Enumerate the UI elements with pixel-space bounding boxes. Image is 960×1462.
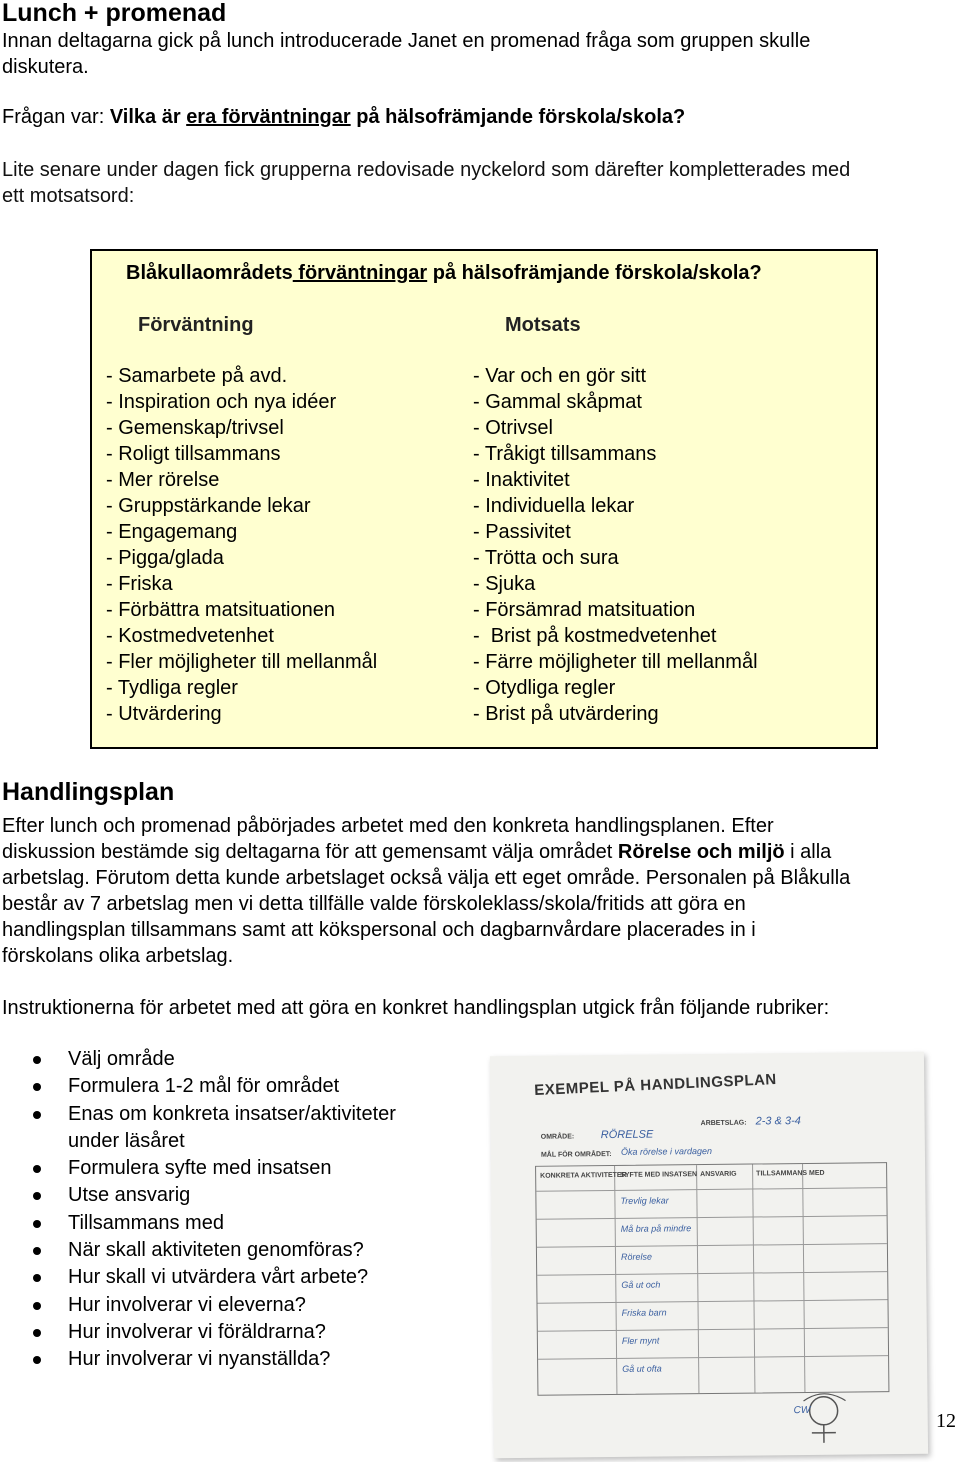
opposite-item: - Individuella lekar	[473, 495, 635, 517]
sheet-omrade-value: RÖRELSE	[600, 1128, 654, 1142]
instructions-paragraph: Instruktionerna för arbetet med att göra en konkret handlingsplan utgick från följande rubriker:	[2, 997, 830, 1019]
box-title-part2: på hälsofrämjande förskola/skola?	[427, 262, 762, 284]
question-underlined: era förväntningar	[186, 106, 351, 128]
expectation-item: - Roligt tillsammans	[106, 443, 281, 465]
example-plan-image	[490, 1052, 928, 1459]
later-line-1: Lite senare under dagen fick grupperna redovisade nyckelord som därefter kompletterades med	[2, 159, 851, 181]
column-header-expectation: Förväntning	[138, 314, 254, 336]
opposite-item: - Trötta och sura	[473, 547, 619, 569]
plan-paragraph-line-2a: diskussion bestämde sig deltagarna för att gemensamt välja området	[2, 841, 618, 863]
opposite-item: - Färre möjligheter till mellanmål	[473, 651, 758, 673]
doodle-figure-icon	[793, 1390, 864, 1451]
instruction-bullet-item: under läsåret	[68, 1129, 185, 1152]
opposite-item: - Försämrad matsituation	[473, 599, 696, 621]
opposite-item: - Passivitet	[473, 521, 571, 543]
sheet-hand-row-4: Gå ut och	[621, 1279, 661, 1290]
plan-paragraph-line-6: förskolans olika arbetslag.	[2, 945, 234, 967]
instruction-bullet-item: Hur involverar vi föräldrarna?	[0, 1319, 480, 1346]
instruction-bullet-item: När skall aktiviteten genomföras?	[0, 1237, 480, 1264]
expectation-item: - Pigga/glada	[106, 547, 224, 569]
instruction-bullet-item: Formulera 1-2 mål för området	[0, 1073, 480, 1100]
instruction-bullet-item: Hur skall vi utvärdera vårt arbete?	[0, 1264, 480, 1291]
plan-paragraph-line-2-bold: Rörelse och miljö	[617, 841, 785, 863]
sheet-hand-row-6: Fler mynt	[621, 1335, 660, 1346]
intro-line-1: Innan deltagarna gick på lunch introducerade Janet en promenad fråga som gruppen skulle	[2, 30, 811, 52]
opposite-item: - Gammal skåpmat	[473, 391, 642, 413]
expectation-item: - Gruppstärkande lekar	[106, 495, 311, 517]
opposite-item: - Tråkigt tillsammans	[473, 443, 657, 465]
opposites-list	[473, 363, 758, 727]
sheet-omrade-label: OMRÅDE:	[540, 1133, 575, 1141]
question-prefix: Frågan var:	[2, 106, 110, 128]
sheet-col-header-4: TILLSAMMANS MED	[756, 1169, 825, 1178]
expectation-item: - Friska	[106, 573, 173, 595]
instruction-bullet-item: Formulera syfte med insatsen	[0, 1155, 480, 1182]
box-title-underlined: förväntningar	[292, 262, 428, 284]
expectation-item: - Mer rörelse	[106, 469, 220, 491]
sheet-col-header-2: SYFTE MED INSATSEN	[620, 1171, 698, 1179]
opposite-item: - Brist på kostmedvetenhet	[473, 625, 717, 647]
opposite-item: - Inaktivitet	[473, 469, 570, 491]
expectation-item: - Engagemang	[106, 521, 238, 543]
section-heading-lunch: Lunch + promenad	[2, 0, 227, 27]
instructions-list	[0, 1046, 480, 1374]
expectation-item: - Utvärdering	[106, 703, 222, 725]
question-bold-2: på hälsofrämjande förskola/skola?	[350, 106, 686, 128]
opposite-item: - Brist på utvärdering	[473, 703, 659, 725]
sheet-hand-row-5: Friska barn	[621, 1307, 667, 1318]
instruction-bullet-item: Tillsammans med	[0, 1210, 480, 1237]
expectation-item: - Inspiration och nya idéer	[106, 391, 337, 413]
opposite-item: - Otrivsel	[473, 417, 553, 439]
sheet-mal-value: Öka rörelse i vardagen	[620, 1145, 713, 1157]
plan-paragraph-line-5: handlingsplan tillsammans samt att kökspersonal och dagbarnvårdare placerades in i	[2, 919, 756, 941]
doodle-caption: CW	[793, 1404, 811, 1417]
expectation-item: - Samarbete på avd.	[106, 365, 288, 387]
sheet-title: EXEMPEL PÅ HANDLINGSPLAN	[533, 1071, 778, 1100]
plan-paragraph-line-1: Efter lunch och promenad påbörjades arbetet med den konkreta handlingsplanen. Efter	[2, 815, 774, 837]
section-heading-handlingsplan: Handlingsplan	[2, 778, 175, 806]
box-title	[126, 260, 762, 286]
expectation-item: - Förbättra matsituationen	[106, 599, 335, 621]
sheet-mal-label: MÅL FÖR OMRÅDET:	[540, 1151, 612, 1159]
sheet-hand-row-7: Gå ut ofta	[622, 1363, 662, 1374]
intro-line-2: diskutera.	[2, 56, 89, 78]
expectation-item: - Fler möjligheter till mellanmål	[106, 651, 378, 673]
opposite-item: - Otydliga regler	[473, 677, 616, 699]
later-line-2: ett motsatsord:	[2, 185, 135, 207]
instruction-bullet-item: Enas om konkreta insatser/aktiviteter	[0, 1101, 480, 1128]
box-title-part1: Blåkullaområdets	[126, 262, 293, 284]
sheet-hand-row-2: Må bra på mindre	[620, 1223, 692, 1234]
expectation-item: - Kostmedvetenhet	[106, 625, 274, 647]
expectations-list	[106, 363, 377, 727]
plan-paragraph-line-4: består av 7 arbetslag men vi detta tillfälle valde förskoleklass/skola/fritids att göra en	[2, 893, 746, 915]
plan-paragraph-line-2	[2, 839, 831, 865]
instruction-bullet-item: Utse ansvarig	[0, 1182, 480, 1209]
expectation-item: - Gemenskap/trivsel	[106, 417, 284, 439]
sheet-grid	[535, 1162, 889, 1396]
sheet-arbetslag-value: 2-3 & 3-4	[755, 1115, 801, 1128]
opposite-item: - Sjuka	[473, 573, 536, 595]
expectation-item: - Tydliga regler	[106, 677, 238, 699]
instruction-bullet-item: Välj område	[0, 1046, 480, 1073]
question-bold-1: Vilka är	[109, 106, 187, 128]
sheet-arbetslag-label: ARBETSLAG:	[700, 1119, 747, 1128]
plan-paragraph-line-3: arbetslag. Förutom detta kunde arbetslaget också välja ett eget område. Personalen på Blåkulla	[2, 867, 851, 889]
instruction-bullet-item: Hur involverar vi eleverna?	[0, 1292, 480, 1319]
expectations-box	[90, 249, 878, 749]
sheet-hand-row-1: Trevlig lekar	[620, 1195, 669, 1206]
column-header-opposite: Motsats	[505, 314, 581, 336]
page-number: 12	[936, 1410, 956, 1432]
question-line	[2, 104, 685, 130]
sheet-hand-row-3: Rörelse	[620, 1251, 653, 1262]
opposite-item: - Var och en gör sitt	[473, 365, 647, 387]
plan-paragraph-line-2b: i alla	[784, 841, 832, 863]
sheet-col-header-1: KONKRETA AKTIVITETER	[540, 1171, 627, 1180]
instruction-bullet-item: Hur involverar vi nyanställda?	[0, 1346, 480, 1373]
sheet-col-header-3: ANSVARIG	[700, 1170, 737, 1179]
